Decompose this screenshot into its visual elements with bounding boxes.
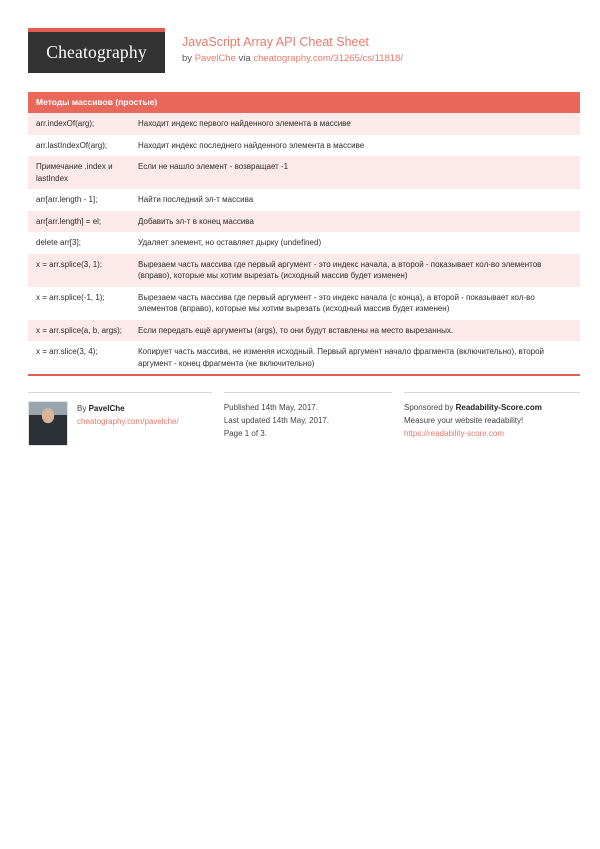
row-value: Находит индекс последнего найденного элемента в массиве (130, 135, 580, 157)
row-key: arr.lastIndexOf(arg); (28, 135, 130, 157)
title-block (182, 28, 403, 65)
table-row (28, 341, 580, 374)
row-key: arr.indexOf(arg); (28, 113, 130, 135)
sponsor-line (404, 401, 580, 414)
page-title: JavaScript Array API Cheat Sheet (182, 35, 369, 49)
row-key: x = arr.splice(-1, 1); (28, 287, 130, 320)
author-meta (77, 401, 179, 446)
row-value: Добавить эл-т в конец массива (130, 211, 580, 233)
table-row (28, 189, 580, 211)
logo-text: Cheatography (46, 41, 147, 62)
row-value: Находит индекс первого найденного элемента в массиве (130, 113, 580, 135)
row-key: delete arr[3]; (28, 232, 130, 254)
row-value: Копирует часть массива, не изменяя исходный. Первый аргумент начало фрагмента (включительно), второй аргумент - конец фрагмента (не включительно) (130, 341, 580, 374)
row-key: Примечание .index и lastIndex (28, 156, 130, 189)
page-number: Page 1 of 3. (223, 429, 267, 438)
sponsor-tagline: Measure your website readability! (404, 416, 524, 425)
row-key: x = arr.slice(3, 4); (28, 341, 130, 374)
table-row (28, 254, 580, 287)
cheatography-logo[interactable] (28, 28, 165, 73)
table-row (28, 156, 580, 189)
byline-via-label: via (235, 53, 254, 64)
table-row (28, 232, 580, 254)
table-row (28, 211, 580, 233)
page-header (28, 28, 580, 80)
last-updated-date: Last updated 14th May, 2017. (223, 416, 330, 425)
cheat-table-block (28, 92, 580, 376)
row-value: Вырезаем часть массива где первый аргумент - это индекс начала, а второй - показывает кол-во элементов (вправо), которые мы хотим вырезать (исходный массив будет изменен) (130, 254, 580, 287)
row-value: Если передать ещё аргументы (args), то они будут вставлены на место вырезанных. (130, 320, 580, 342)
byline-by-label: by (182, 53, 195, 64)
row-key: x = arr.splice(3, 1); (28, 254, 130, 287)
table-row (28, 287, 580, 320)
footer-sponsor-column (404, 392, 580, 446)
author-name: PavelChe (88, 404, 125, 413)
published-date: Published 14th May, 2017. (223, 403, 318, 412)
byline (182, 52, 403, 65)
row-value: Найти последний эл-т массива (130, 189, 580, 211)
footer-publish-column (224, 392, 392, 446)
sponsor-link[interactable]: https://readability-score.com (404, 429, 505, 438)
avatar (28, 401, 68, 446)
table-section-title: Методы массивов (простые) (28, 92, 580, 113)
row-key: arr[arr.length - 1]; (28, 189, 130, 211)
cheat-table (28, 113, 580, 374)
table-row (28, 135, 580, 157)
source-url-link[interactable]: cheatography.com/31265/cs/11818/ (253, 53, 403, 64)
author-link[interactable]: PavelChe (194, 53, 236, 64)
page-footer (28, 392, 580, 446)
row-key: x = arr.splice(a, b, args); (28, 320, 130, 342)
author-profile-link[interactable]: cheatography.com/pavelche/ (77, 417, 179, 426)
table-row (28, 320, 580, 342)
row-key: arr[arr.length] = el; (28, 211, 130, 233)
sponsored-by-label: Sponsored by (404, 403, 456, 412)
row-value: Вырезаем часть массива где первый аргумент - это индекс начала (с конца), а второй - показывает кол-во элементов (вправо), которые мы хотим вырезать (исходный массив будет изменен) (130, 287, 580, 320)
row-value: Если не нашло элемент - возвращает -1 (130, 156, 580, 189)
author-byline (77, 402, 179, 415)
sponsor-name: Readability-Score.com (455, 403, 542, 412)
author-by-label: By (77, 404, 89, 413)
footer-author-column (28, 392, 212, 446)
table-row (28, 113, 580, 135)
row-value: Удаляет элемент, но оставляет дырку (undefined) (130, 232, 580, 254)
cheat-table-body (28, 113, 580, 374)
